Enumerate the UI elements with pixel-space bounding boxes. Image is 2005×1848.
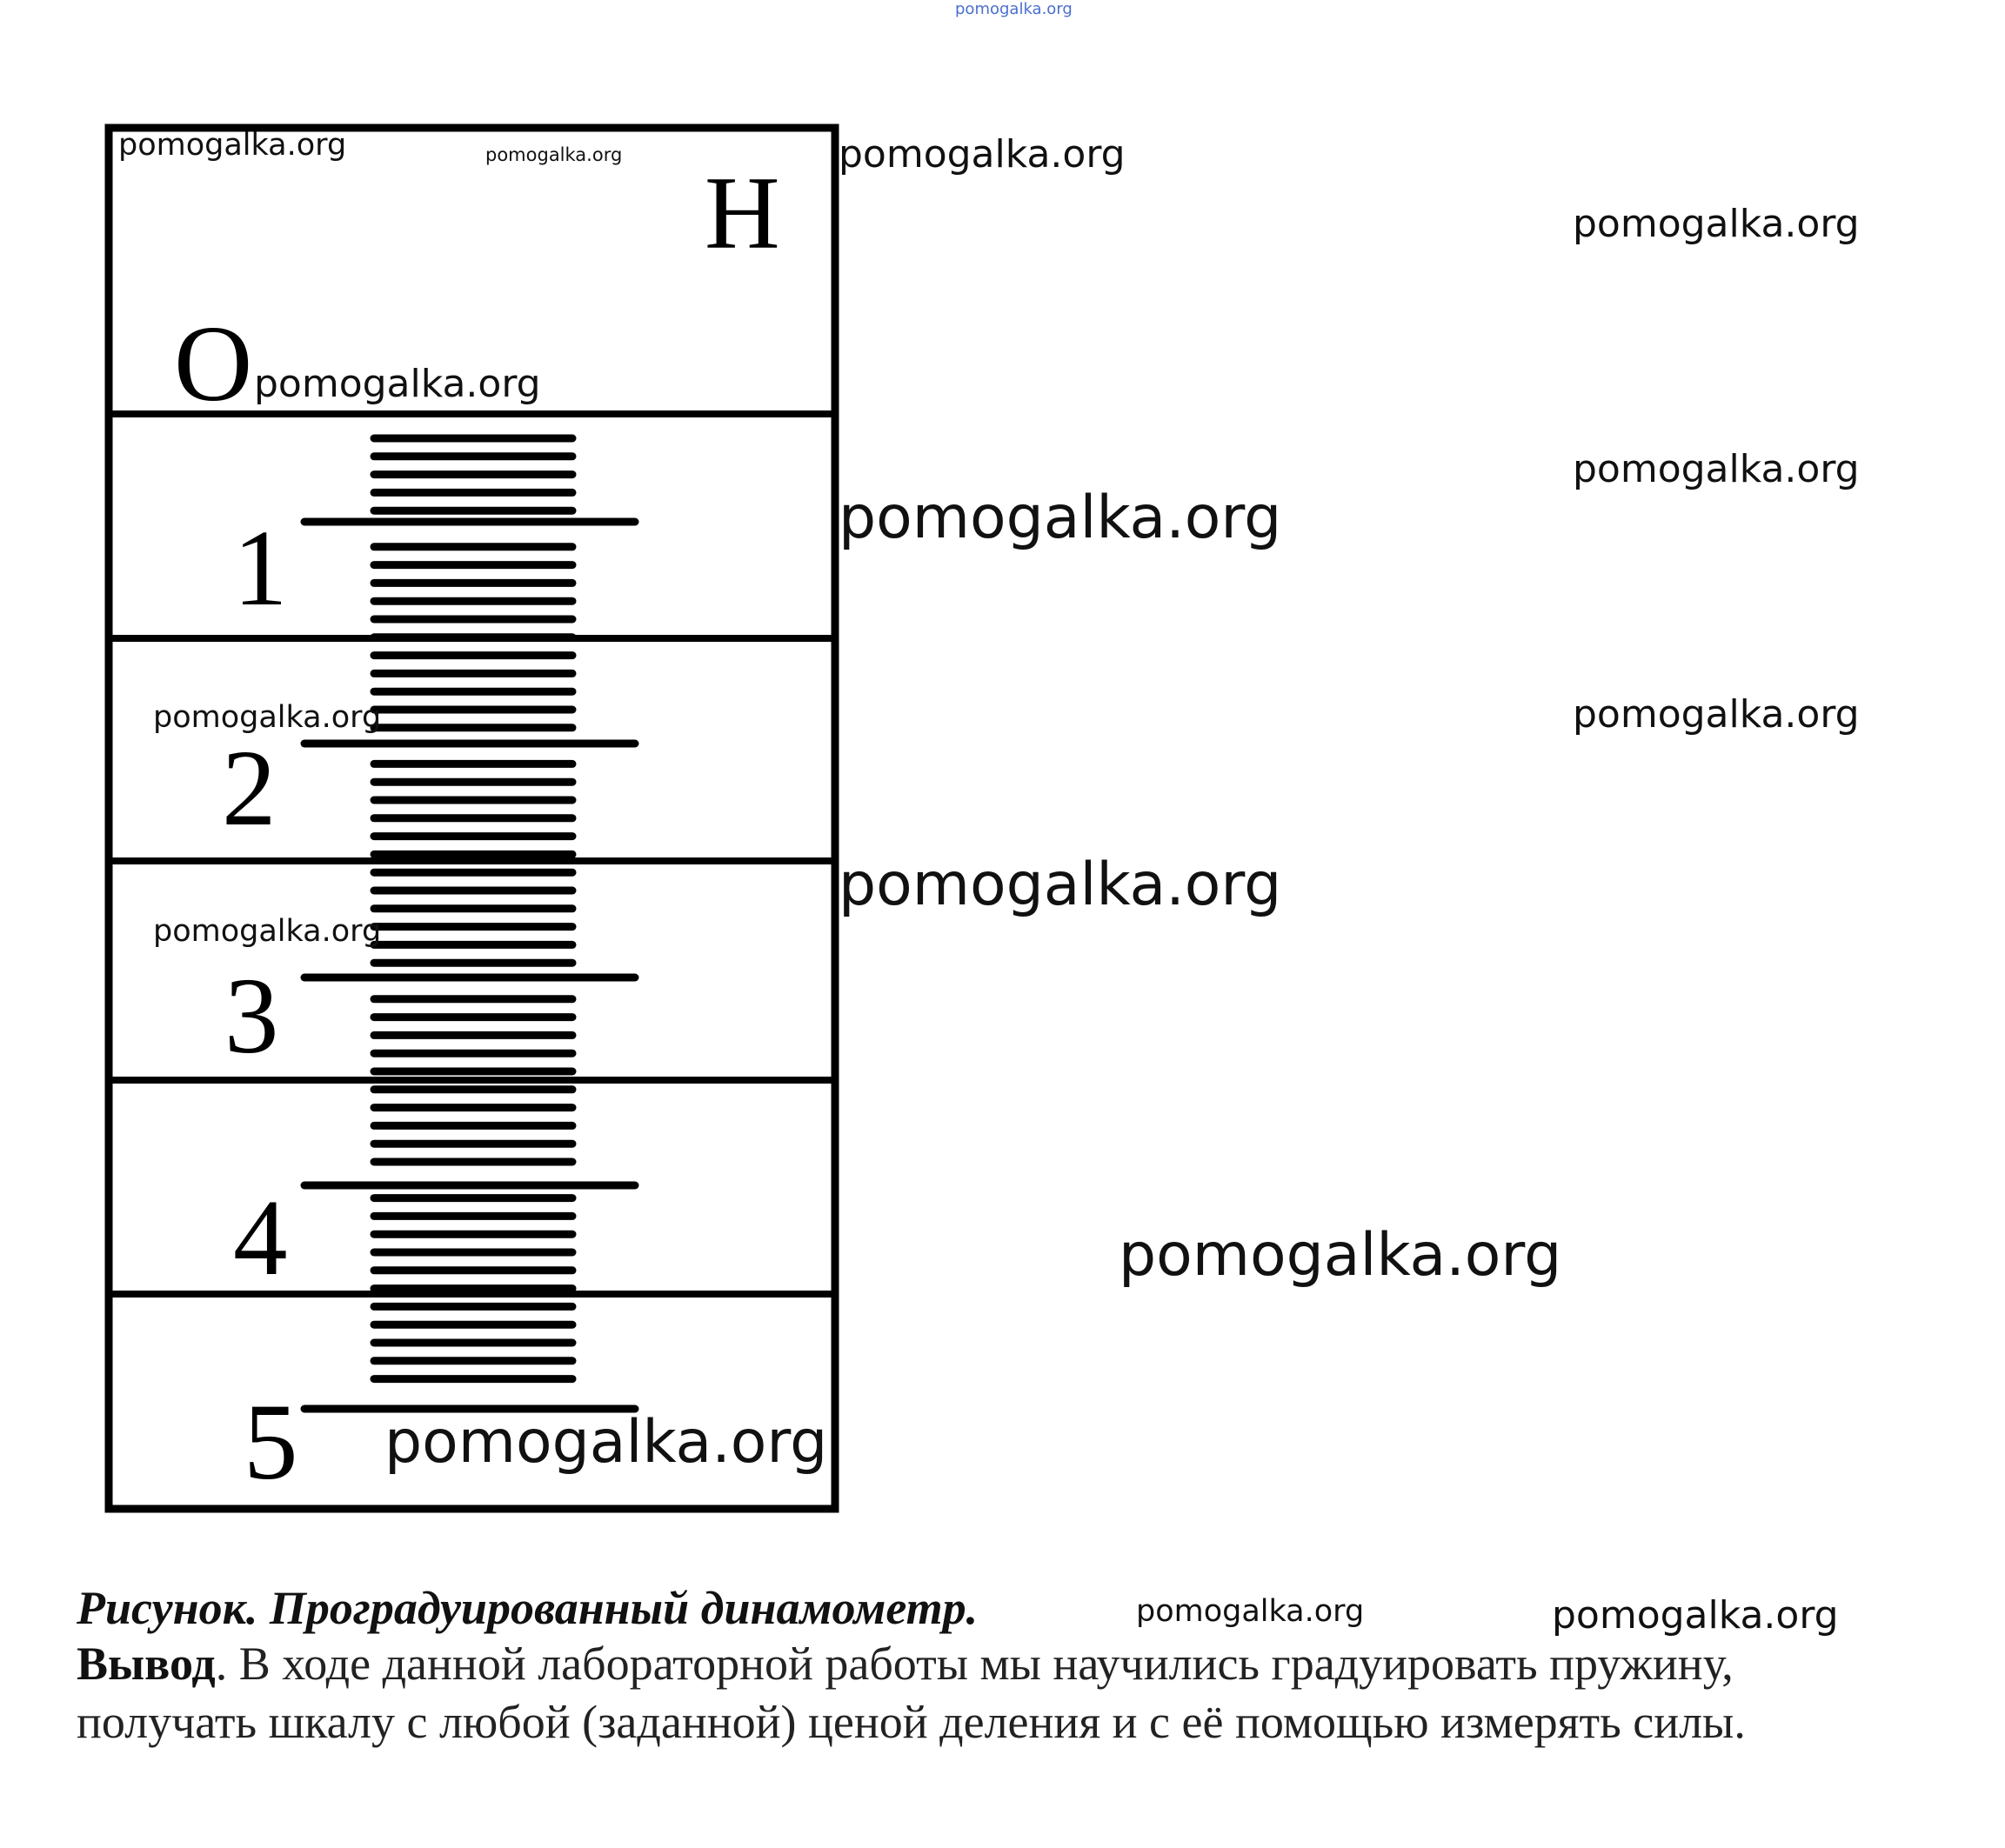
watermark: pomogalka.org [839, 484, 1282, 552]
watermark: pomogalka.org [485, 144, 623, 165]
watermark: pomogalka.org [254, 362, 541, 406]
scale-label-4: 4 [233, 1178, 288, 1298]
watermark: pomogalka.org [153, 914, 382, 949]
scale-label-2: 2 [222, 729, 277, 849]
spring-coils [374, 438, 572, 1379]
watermark: pomogalka.org [955, 0, 1073, 18]
scale-label-1: 1 [233, 509, 288, 629]
watermark: pomogalka.org [1119, 1221, 1562, 1290]
unit-label: Н [705, 155, 780, 270]
conclusion-line-1 [77, 1635, 1973, 1693]
scale-label-5: 5 [244, 1383, 298, 1503]
watermark: pomogalka.org [1552, 1593, 1839, 1638]
zero-label: О [174, 304, 253, 424]
conclusion-paragraph [77, 1635, 1973, 1751]
conclusion-text-1: . В ходе данной лабораторной работы мы научились градуировать пружину, [215, 1638, 1734, 1690]
watermark: pomogalka.org [839, 851, 1282, 919]
watermark: pomogalka.org [839, 132, 1126, 177]
watermark: pomogalka.org [1573, 202, 1860, 246]
watermark: pomogalka.org [1573, 447, 1860, 491]
scale-label-3: 3 [224, 957, 279, 1077]
watermark: pomogalka.org [1573, 692, 1860, 737]
watermark: pomogalka.org [384, 1408, 828, 1477]
watermark: pomogalka.org [153, 700, 382, 735]
conclusion-label: Вывод [77, 1638, 216, 1690]
watermark: pomogalka.org [118, 128, 347, 163]
watermark: pomogalka.org [1136, 1594, 1365, 1629]
conclusion-line-2: получать шкалу с любой (заданной) ценой деления и с её помощью измерять силы. [77, 1696, 1746, 1748]
figure-caption: Рисунок. Проградуированный динамометр. [77, 1582, 979, 1634]
